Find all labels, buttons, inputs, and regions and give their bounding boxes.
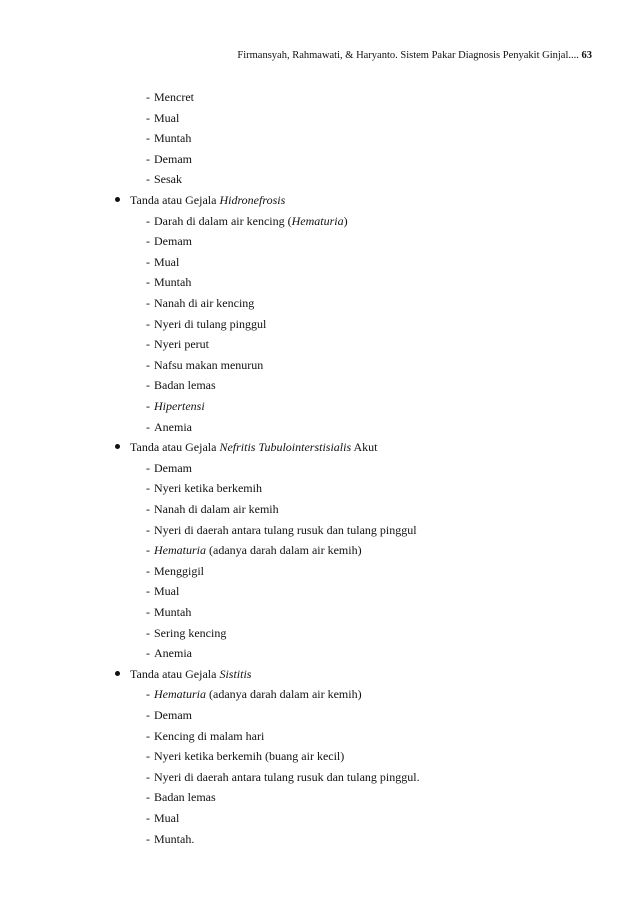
- text-segment: Nyeri di daerah antara tulang rusuk dan tulang pinggul: [154, 523, 417, 537]
- list-item: [146, 109, 179, 127]
- list-item: [146, 356, 263, 374]
- italic-term: Sistitis: [219, 667, 252, 681]
- list-item: [146, 232, 192, 250]
- italic-term: Hipertensi: [154, 399, 205, 413]
- text-segment: Mencret: [154, 90, 194, 104]
- text-segment: Tanda atau Gejala: [130, 667, 220, 681]
- text-segment: Mual: [154, 111, 180, 125]
- dash-marker: -: [146, 131, 150, 145]
- dash-marker: -: [146, 502, 150, 516]
- dash-marker: -: [146, 708, 150, 722]
- list-item: [146, 809, 179, 827]
- dash-marker: -: [146, 461, 150, 475]
- text-segment: Demam: [154, 234, 192, 248]
- dash-marker: -: [146, 749, 150, 763]
- text-segment: Demam: [154, 708, 192, 722]
- text-segment: Mual: [154, 811, 180, 825]
- dash-marker: -: [146, 729, 150, 743]
- list-item: [146, 418, 192, 436]
- list-item: [146, 706, 192, 724]
- list-item: [146, 727, 264, 745]
- dash-marker: -: [146, 626, 150, 640]
- italic-term: Hidronefrosis: [219, 193, 286, 207]
- text-segment: Muntah: [154, 275, 192, 289]
- list-item: [146, 541, 362, 559]
- list-item: [146, 253, 179, 271]
- text-segment: (adanya darah dalam air kemih): [206, 687, 362, 701]
- list-item: [146, 88, 194, 106]
- text-segment: Tanda atau Gejala: [130, 193, 220, 207]
- text-segment: Akut: [351, 440, 378, 454]
- text-segment: Mual: [154, 584, 180, 598]
- list-item: [146, 294, 254, 312]
- text-segment: Mual: [154, 255, 180, 269]
- list-item: [146, 582, 179, 600]
- list-item: [146, 170, 182, 188]
- list-item: [146, 562, 204, 580]
- bullet-text: [130, 438, 378, 456]
- bullet-text: [130, 191, 285, 209]
- list-item: [146, 830, 194, 848]
- list-item: [146, 335, 209, 353]
- list-item: [146, 768, 420, 786]
- list-item: [146, 500, 279, 518]
- dash-marker: -: [146, 770, 150, 784]
- dash-marker: -: [146, 811, 150, 825]
- page-number: 63: [581, 50, 592, 61]
- running-title: Firmansyah, Rahmawati, & Haryanto. Sistem Pakar Diagnosis Penyakit Ginjal....: [237, 50, 582, 61]
- dash-marker: -: [146, 152, 150, 166]
- text-segment: Nyeri ketika berkemih: [154, 481, 262, 495]
- text-segment: Darah di dalam air kencing (: [154, 214, 292, 228]
- dash-marker: -: [146, 172, 150, 186]
- dash-marker: -: [146, 420, 150, 434]
- list-item: [146, 459, 192, 477]
- dash-marker: -: [146, 646, 150, 660]
- list-item: [146, 788, 216, 806]
- text-segment: Sering kencing: [154, 626, 227, 640]
- bullet-icon: [115, 444, 120, 449]
- dash-marker: -: [146, 687, 150, 701]
- list-item: [146, 644, 192, 662]
- text-segment: Nyeri di daerah antara tulang rusuk dan tulang pinggul.: [154, 770, 420, 784]
- dash-marker: -: [146, 399, 150, 413]
- text-segment: (adanya darah dalam air kemih): [206, 543, 362, 557]
- text-segment: ): [343, 214, 348, 228]
- list-item: [146, 150, 192, 168]
- list-item: [146, 685, 362, 703]
- text-segment: Demam: [154, 152, 192, 166]
- list-item: [146, 273, 191, 291]
- list-item: [146, 315, 266, 333]
- text-segment: Demam: [154, 461, 192, 475]
- italic-term: Hematuria: [154, 687, 206, 701]
- dash-marker: -: [146, 234, 150, 248]
- bullet-icon: [115, 197, 120, 202]
- dash-marker: -: [146, 790, 150, 804]
- dash-marker: -: [146, 378, 150, 392]
- dash-marker: -: [146, 214, 150, 228]
- text-segment: Badan lemas: [154, 378, 216, 392]
- dash-marker: -: [146, 111, 150, 125]
- italic-term: Nefritis Tubulointerstisialis: [219, 440, 352, 454]
- text-segment: Nyeri ketika berkemih (buang air kecil): [154, 749, 345, 763]
- dash-marker: -: [146, 255, 150, 269]
- dash-marker: -: [146, 523, 150, 537]
- dash-marker: -: [146, 337, 150, 351]
- text-segment: Nanah di air kencing: [154, 296, 255, 310]
- list-item: [146, 747, 344, 765]
- dash-marker: -: [146, 584, 150, 598]
- list-item: [146, 212, 348, 230]
- text-segment: Nanah di dalam air kemih: [154, 502, 279, 516]
- dash-marker: -: [146, 564, 150, 578]
- italic-term: Hematuria: [291, 214, 344, 228]
- list-item: [146, 397, 205, 415]
- list-item: [146, 129, 191, 147]
- dash-marker: -: [146, 543, 150, 557]
- text-segment: Menggigil: [154, 564, 204, 578]
- list-item: [146, 479, 262, 497]
- text-segment: Nafsu makan menurun: [154, 358, 264, 372]
- dash-marker: -: [146, 481, 150, 495]
- text-segment: Badan lemas: [154, 790, 216, 804]
- text-segment: Anemia: [154, 420, 192, 434]
- italic-term: Hematuria: [154, 543, 206, 557]
- dash-marker: -: [146, 275, 150, 289]
- text-segment: Muntah.: [154, 832, 195, 846]
- list-item: [146, 376, 216, 394]
- text-segment: Muntah: [154, 605, 192, 619]
- text-segment: Nyeri perut: [154, 337, 209, 351]
- text-segment: Sesak: [154, 172, 182, 186]
- dash-marker: -: [146, 832, 150, 846]
- list-item: [146, 603, 191, 621]
- list-item: [146, 624, 226, 642]
- text-segment: Tanda atau Gejala: [130, 440, 220, 454]
- text-segment: Anemia: [154, 646, 192, 660]
- text-segment: Kencing di malam hari: [154, 729, 265, 743]
- dash-marker: -: [146, 358, 150, 372]
- dash-marker: -: [146, 90, 150, 104]
- bullet-text: [130, 665, 251, 683]
- dash-marker: -: [146, 317, 150, 331]
- dash-marker: -: [146, 605, 150, 619]
- text-segment: Nyeri di tulang pinggul: [154, 317, 267, 331]
- dash-marker: -: [146, 296, 150, 310]
- list-item: [146, 521, 417, 539]
- running-header: [0, 49, 592, 63]
- bullet-icon: [115, 671, 120, 676]
- text-segment: Muntah: [154, 131, 192, 145]
